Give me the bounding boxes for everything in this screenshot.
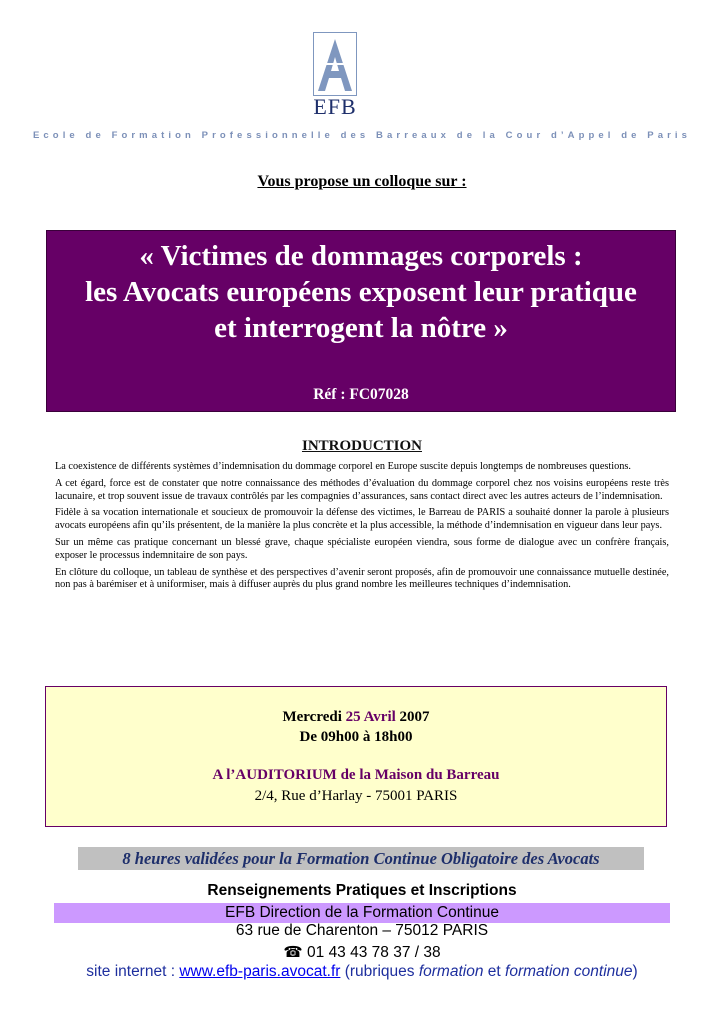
logo-a-icon bbox=[314, 33, 356, 95]
site-close: ) bbox=[632, 963, 638, 980]
phone-icon: ☎ bbox=[283, 944, 303, 961]
event-year: 2007 bbox=[399, 709, 430, 725]
site-rubric-formation-continue: formation continue bbox=[505, 963, 633, 980]
intro-heading: INTRODUCTION bbox=[301, 438, 422, 454]
site-open: (rubriques bbox=[344, 963, 415, 980]
phone-number: 01 43 43 78 37 / 38 bbox=[307, 944, 441, 961]
logo-text: EFB bbox=[313, 94, 357, 119]
contact-title: Renseignements Pratiques et Inscriptions bbox=[207, 882, 517, 899]
event-weekday: Mercredi bbox=[282, 709, 342, 725]
event-venue: A l’AUDITORIUM de la Maison du Barreau bbox=[212, 767, 500, 783]
site-rubric-formation: formation bbox=[418, 963, 484, 980]
event-hours: De 09h00 à 18h00 bbox=[299, 729, 413, 745]
event-date bbox=[46, 709, 666, 726]
banner-title-line: et interrogent la nôtre » bbox=[214, 312, 508, 344]
intro-paragraph: Sur un même cas pratique concernant un blessé grave, chaque spécialiste européen viendra, sous forme de dialogue avec un confrère français, exposer le processus indemnitaire de son pays. bbox=[55, 537, 669, 561]
banner-reference: Réf : FC07028 bbox=[313, 386, 409, 403]
site-prefix: site internet : bbox=[86, 963, 176, 980]
contact-phone bbox=[0, 943, 724, 962]
validation-notice: 8 heures validées pour la Formation Continue Obligatoire des Avocats bbox=[78, 847, 644, 870]
event-box bbox=[45, 686, 667, 827]
intro-paragraph: En clôture du colloque, un tableau de synthèse et des perspectives d’avenir seront proposés, afin de promouvoir une connaissance mutuelle destinée, non pas à barémiser et à uniformiser, mais à diffuser auprès du plus grand nombre les meilleures techniques d’indemnisation. bbox=[55, 566, 669, 591]
intro-paragraph: Fidèle à sa vocation internationale et soucieux de promouvoir la défense des victimes, le Barreau de PARIS a souhaité donner la parole à plusieurs avocats européens afin qu’ils présentent, de la manière la plus concrète et la plus accessible, la méthode d’indemnisation en vigueur dans leur pays. bbox=[55, 507, 669, 532]
contact-street: 63 rue de Charenton – 75012 PARIS bbox=[235, 922, 489, 939]
intro-body bbox=[55, 461, 669, 596]
propose-heading: Vous propose un colloque sur : bbox=[257, 173, 467, 190]
intro-paragraph: A cet égard, force est de constater que notre connaissance des méthodes d’évaluation du dommage corporel chez nos voisins européens reste très lacunaire, et trop souvent issue de travaux contrôlés par les compagnies d’assurances, sans contact direct avec les autres acteurs de l’indemnisation. bbox=[55, 477, 669, 502]
banner-title-line: les Avocats européens exposent leur pratique bbox=[85, 276, 637, 308]
intro-paragraph: La coexistence de différents systèmes d’indemnisation du dommage corporel en Europe suscite depuis longtemps de nombreuses questions. bbox=[55, 461, 632, 472]
school-name: Ecole de Formation Professionnelle des Barreaux de la Cour d’Appel de Paris bbox=[32, 130, 692, 141]
site-and: et bbox=[487, 963, 501, 980]
event-address: 2/4, Rue d’Harlay - 75001 PARIS bbox=[254, 788, 458, 804]
efb-logo bbox=[313, 32, 357, 96]
contact-website bbox=[0, 963, 724, 981]
contact-direction: EFB Direction de la Formation Continue bbox=[54, 903, 670, 923]
event-date-highlight: 25 Avril bbox=[345, 709, 396, 725]
site-link[interactable]: www.efb-paris.avocat.fr bbox=[179, 963, 341, 980]
banner-title-line: « Victimes de dommages corporels : bbox=[139, 240, 583, 272]
title-banner bbox=[46, 230, 676, 412]
banner-title bbox=[47, 238, 675, 346]
